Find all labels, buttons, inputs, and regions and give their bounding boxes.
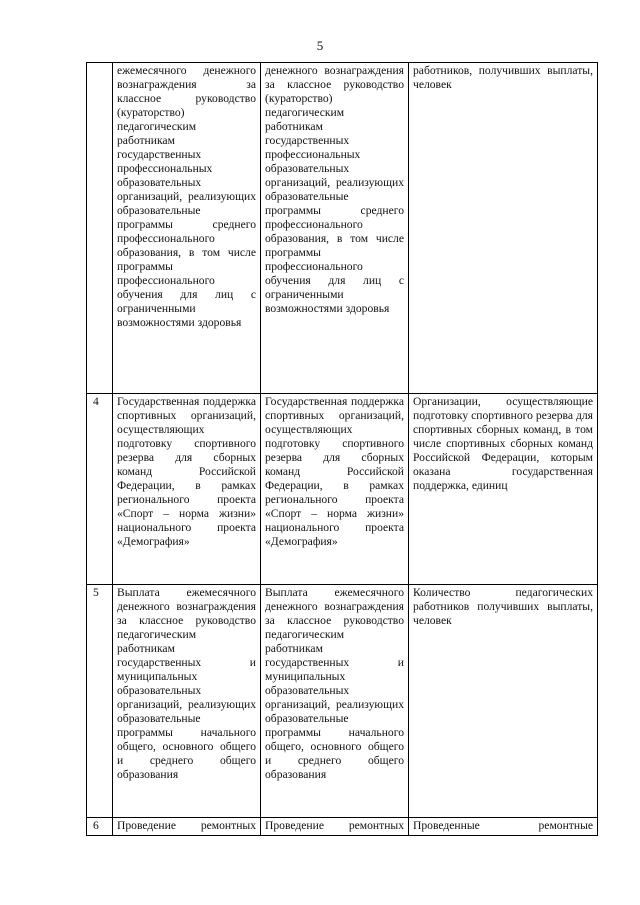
indicator-cell: Количество педагогических работников получивших выплаты, человек — [409, 585, 598, 818]
row-number: 4 — [87, 394, 113, 585]
indicator-cell: работников, получивших выплаты, человек — [409, 63, 598, 394]
indicator-cell: Организации, осуществляющие подготовку спортивного резерва для спортивных сборных команд, в том числе спортивных сборных команд Российской Федерации, которым оказана государственная поддержка, единиц — [409, 394, 598, 585]
measure-name-cell: ежемесячного денежного вознаграждения за классное руководство (кураторство) педагогическим работникам государственных профессиональных образовательных организаций, реализующих образовательные программы среднего профессионального образования, в том числе программы профессионального обучения для лиц с ограниченными возможностями здоровья — [113, 63, 261, 394]
row-number — [87, 63, 113, 394]
row-number: 6 — [87, 818, 113, 836]
table-row — [87, 394, 598, 585]
program-table — [86, 62, 598, 836]
result-name-cell: Проведение ремонтных — [261, 818, 409, 836]
result-name-cell: денежного вознаграждения за классное руководство (кураторство) педагогическим работникам государственных профессиональных образовательных организаций, реализующих образовательные программы среднего профессионального образования, в том числе программы профессионального обучения для лиц с ограниченными возможностями здоровья — [261, 63, 409, 394]
measure-name-cell: Выплата ежемесячного денежного вознаграждения за классное руководство педагогическим работникам государственных и муниципальных образовательных организаций, реализующих образовательные программы начального общего, основного общего и среднего общего образования — [113, 585, 261, 818]
measure-name-cell: Государственная поддержка спортивных организаций, осуществляющих подготовку спортивного резерва для сборных команд Российской Федерации, в рамках регионального проекта «Спорт – норма жизни» национального проекта «Демография» — [113, 394, 261, 585]
table-row — [87, 818, 598, 836]
page-number: 5 — [316, 38, 324, 53]
result-name-cell: Выплата ежемесячного денежного вознаграждения за классное руководство педагогическим работникам государственных и муниципальных образовательных организаций, реализующих образовательные программы начального общего, основного общего и среднего общего образования — [261, 585, 409, 818]
indicator-cell: Проведенные ремонтные — [409, 818, 598, 836]
result-name-cell: Государственная поддержка спортивных организаций, осуществляющих подготовку спортивного резерва для сборных команд Российской Федерации, в рамках регионального проекта «Спорт – норма жизни» национального проекта «Демография» — [261, 394, 409, 585]
table-row — [87, 585, 598, 818]
table-row — [87, 63, 598, 394]
measure-name-cell: Проведение ремонтных — [113, 818, 261, 836]
row-number: 5 — [87, 585, 113, 818]
